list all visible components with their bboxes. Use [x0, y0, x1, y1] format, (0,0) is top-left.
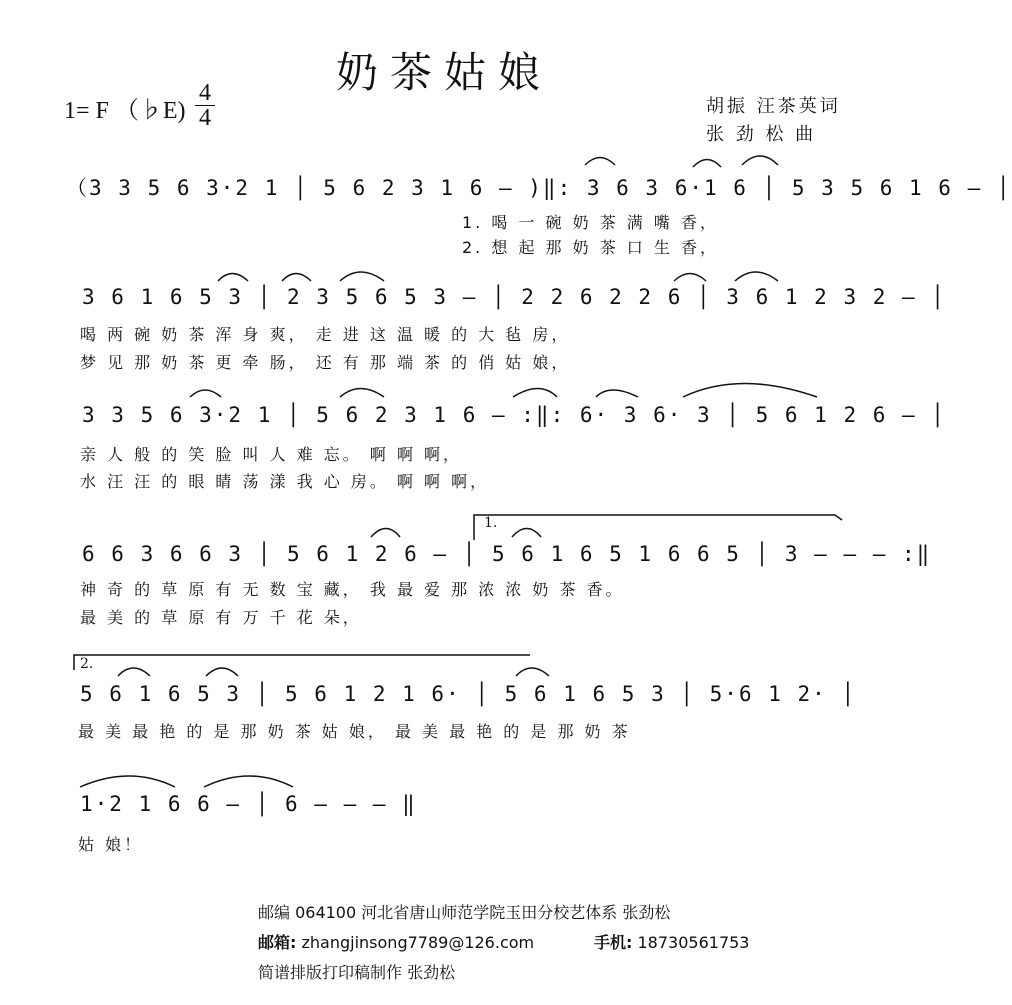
key-signature: 1= F （♭E) — [64, 98, 186, 124]
footer-phone — [594, 930, 749, 953]
lyricist-credit: 胡振 汪茶英词 — [706, 96, 841, 117]
score-line-4: 6 6 3 6 6 3 │ 5 6 1 2 6 — │ 5 6 1 6 5 1 6 6 5 │ 3 — — — :‖ — [82, 542, 932, 566]
song-title: 奶茶姑娘 — [336, 48, 553, 97]
footer-address: 邮编 064100 河北省唐山师范学院玉田分校艺体系 张劲松 — [258, 903, 671, 922]
score-line-1: （3 3 5 6 3·2 1 │ 5 6 2 3 1 6 — )‖: 3 6 3 6·1 6 │ 5 3 5 6 1 6 — │ — [66, 176, 1012, 200]
score-line-5: 5 6 1 6 5 3 │ 5 6 1 2 1 6· │ 5 6 1 6 5 3 │ 5·6 1 2· │ — [80, 682, 857, 706]
volta-1-label: 1. — [484, 515, 498, 531]
phone-number: 18730561753 — [637, 933, 750, 952]
lyrics-line-2b: 梦 见 那 奶 茶 更 牵 肠， 还 有 那 端 茶 的 俏 姑 娘， — [80, 353, 571, 372]
footer-email — [258, 930, 534, 953]
email-label: 邮箱: — [258, 933, 297, 952]
lyrics-line-1b: 2. 想 起 那 奶 茶 口 生 香， — [462, 238, 719, 257]
lyrics-line-5: 最 美 最 艳 的 是 那 奶 茶 姑 娘， 最 美 最 艳 的 是 那 奶 茶 — [78, 722, 631, 741]
phone-label: 手机: — [594, 933, 633, 952]
score-line-6: 1·2 1 6 6 — │ 6 — — — ‖ — [80, 792, 417, 816]
lyrics-line-3a: 亲 人 般 的 笑 脸 叫 人 难 忘。 啊 啊 啊， — [80, 445, 463, 464]
score-line-2: 3 6 1 6 5 3 │ 2 3 5 6 5 3 — │ 2 2 6 2 2 6 │ 3 6 1 2 3 2 — │ — [82, 285, 946, 309]
lyrics-line-4a: 神 奇 的 草 原 有 无 数 宝 藏， 我 最 爱 那 浓 浓 奶 茶 香。 — [80, 580, 625, 599]
lyrics-line-6: 姑 娘！ — [78, 835, 144, 854]
volta-2-label: 2. — [80, 656, 94, 672]
footer-producer: 简谱排版打印稿制作 张劲松 — [258, 963, 456, 982]
email-address[interactable]: zhangjinsong7789@126.com — [301, 933, 535, 952]
time-sig-top: 4 — [199, 80, 211, 106]
lyrics-line-3b: 水 汪 汪 的 眼 睛 荡 漾 我 心 房。 啊 啊 啊， — [80, 472, 490, 491]
score-line-3: 3 3 5 6 3·2 1 │ 5 6 2 3 1 6 — :‖: 6· 3 6· 3 │ 5 6 1 2 6 — │ — [82, 403, 946, 427]
lyrics-line-2a: 喝 两 碗 奶 茶 浑 身 爽， 走 进 这 温 暖 的 大 毡 房， — [80, 325, 571, 344]
composer-credit: 张 劲 松 曲 — [706, 124, 817, 145]
lyrics-line-4b: 最 美 的 草 原 有 万 千 花 朵， — [80, 608, 362, 627]
time-sig-bottom: 4 — [199, 105, 211, 131]
lyrics-line-1a: 1. 喝 一 碗 奶 茶 满 嘴 香， — [462, 213, 719, 232]
